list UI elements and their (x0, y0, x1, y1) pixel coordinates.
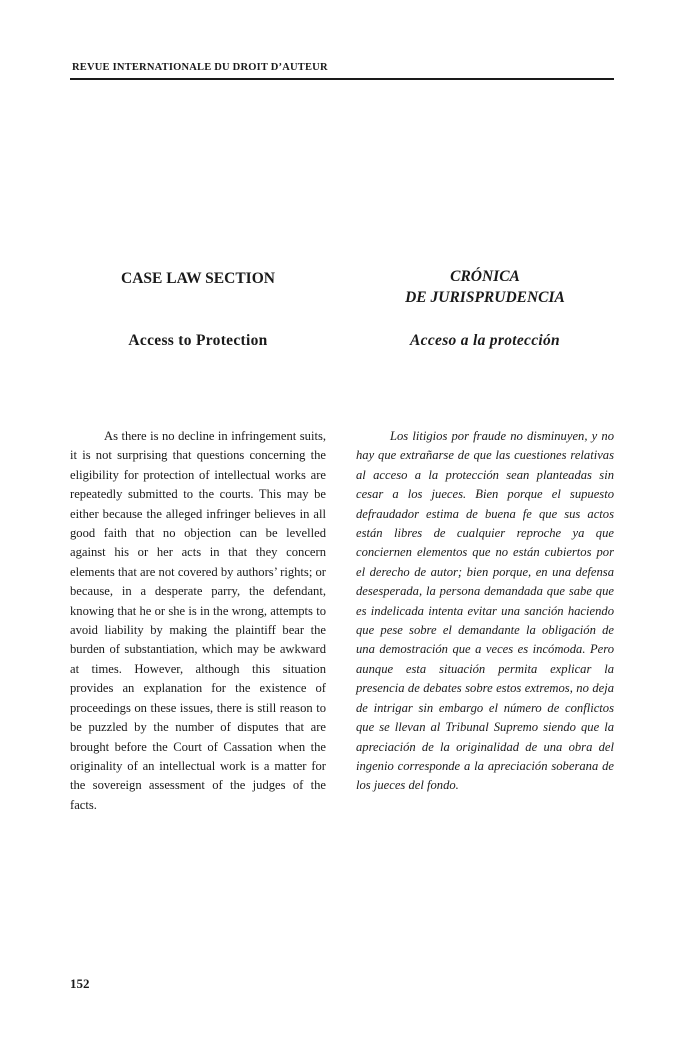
spanish-section-title (356, 266, 614, 308)
english-body-paragraph: As there is no decline in infringement suits, it is not surprising that questions concerning the eligibility for protection of intellectual works are repeatedly submitted to the courts. This may be either because the alleged infringer believes in all good faith that no objection can be levelled against his or her acts in that they concern elements that are not covered by authors’ rights; or because, in a desperate parry, the defendant, knowing that he or she is in the wrong, attempts to avoid liability by making the plaintiff bear the burden of substantiation, which may be awkward at times. However, although this situation provides an explanation for the existence of proceedings on these issues, there is still reason to be puzzled by the number of disputes that are brought before the Court of Cassation when the originality of an intellectual work is a matter for the sovereign assessment of the judges of the facts. (70, 429, 326, 812)
english-subtitle: Access to Protection (128, 332, 268, 349)
spanish-body-paragraph: Los litigios por fraude no disminuyen, y no hay que extrañarse de que las cuestiones relativas al acceso a la protección sean planteadas sin cesar a los jueces. Bien porque el supuesto defraudador estima de buena fe que sus actos están libres de cualquier reproche ya que conciernen elementos que no están cubiertos por el derecho de autor; bien porque, en una defensa desesperada, la persona demandada que sabe que es indelicada intenta evitar una sanción haciendo que pese sobre el demandante la obligación de una demostración que a veces es incómoda. Pero aunque esta situación permita explicar la presencia de debates sobre estos extremos, no deja de intrigar sin embargo el número de conflictos que se llevan al Tribunal Supremo siendo que la apreciación de la originalidad de una obra del ingenio corresponde a la apreciación soberana de los jueces del fondo. (356, 429, 614, 793)
page-number: 152 (70, 976, 90, 991)
spanish-section-title-line1: CRÓNICA (450, 268, 520, 285)
running-head: REVUE INTERNATIONALE DU DROIT D’AUTEUR (72, 62, 328, 73)
header-rule (70, 78, 614, 80)
spanish-section-title-line2: DE JURISPRUDENCIA (405, 289, 565, 306)
spanish-subtitle: Acceso a la protección (410, 332, 560, 349)
english-section-title: CASE LAW SECTION (121, 270, 275, 287)
